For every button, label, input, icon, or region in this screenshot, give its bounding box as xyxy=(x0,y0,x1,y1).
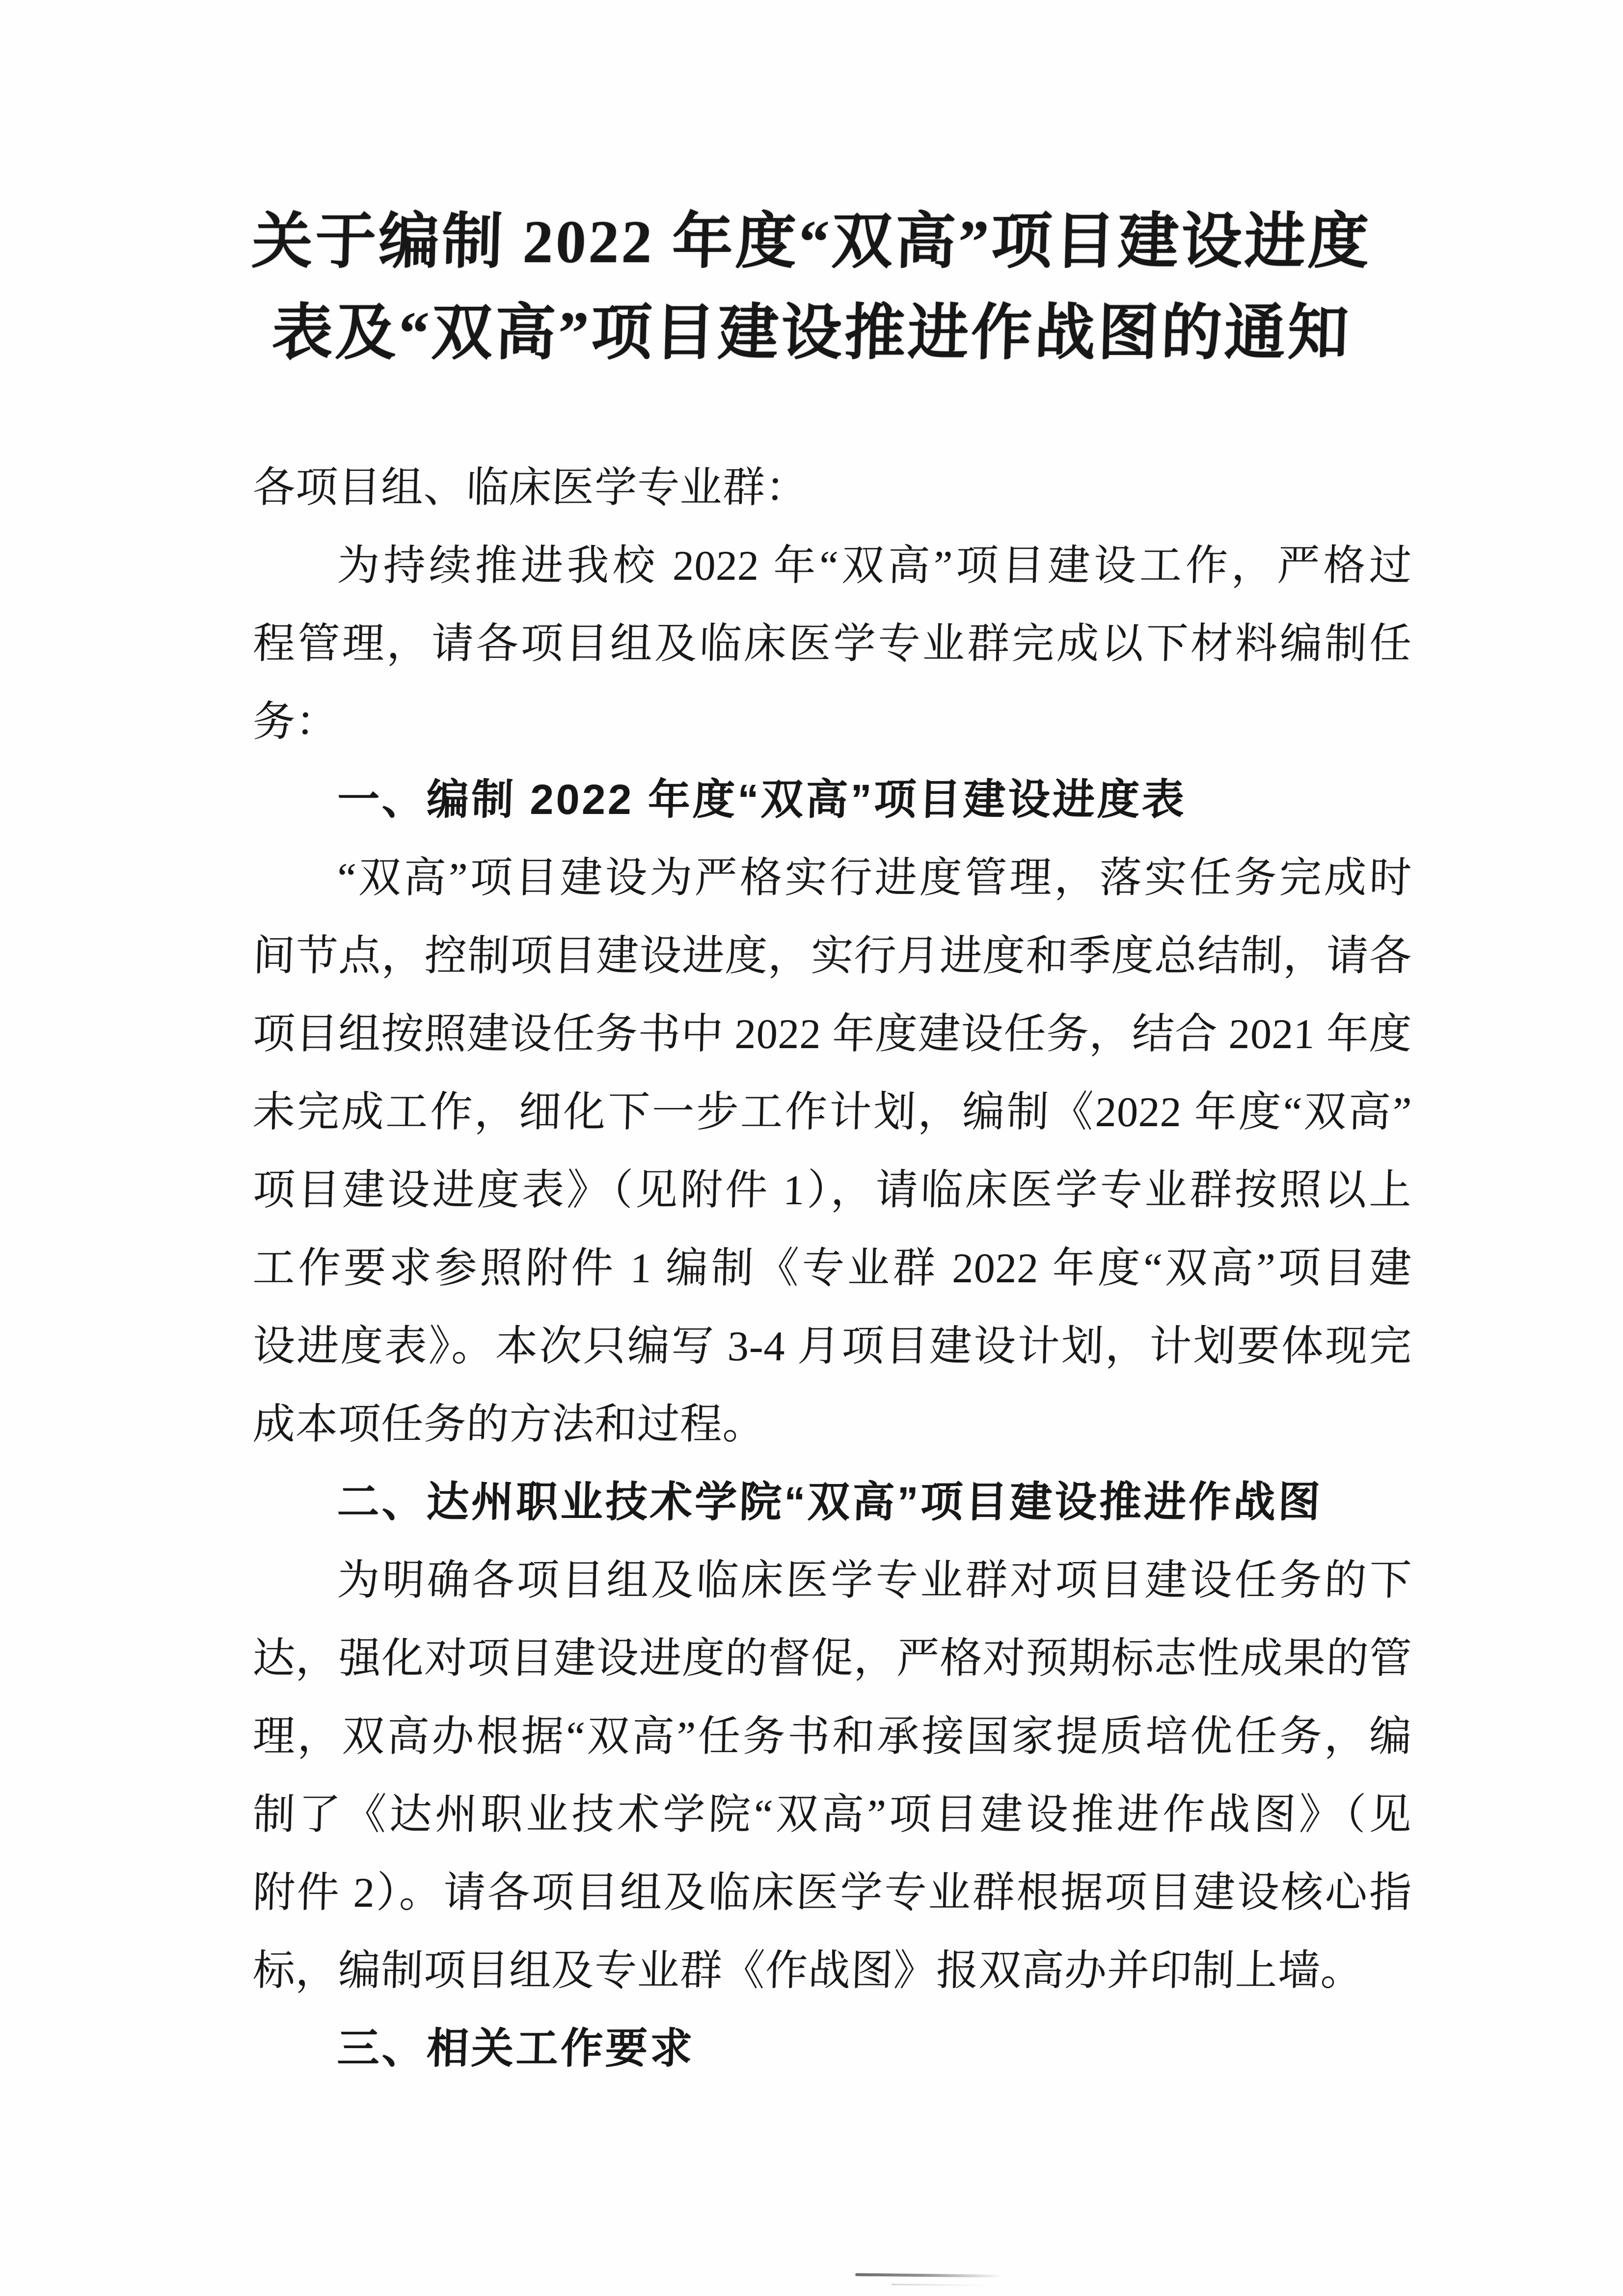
heading-section-1: 一、编制 2022 年度“双高”项目建设进度表 xyxy=(336,776,1188,823)
body-line: 项目组按照建设任务书中 2022 年度建设任务，结合 2021 年度 xyxy=(252,1010,1413,1057)
document-title-line-2: 表及“双高”项目建设推进作战图的通知 xyxy=(271,299,1352,367)
heading-section-3: 三、相关工作要求 xyxy=(336,2025,696,2072)
body-line: 工作要求参照附件 1 编制《专业群 2022 年度“双高”项目建 xyxy=(252,1244,1413,1292)
body-line: 项目建设进度表》（见附件 1），请临床医学专业群按照以上 xyxy=(252,1166,1413,1214)
scan-smudge-artifact xyxy=(855,2273,1002,2277)
document-body xyxy=(253,449,1412,2088)
body-line: 未完成工作，细化下一步工作计划，编制《2022 年度“双高” xyxy=(252,1088,1413,1135)
document-title-line-1: 关于编制 2022 年度“双高”项目建设进度 xyxy=(251,208,1372,275)
document-title xyxy=(0,196,1623,379)
body-line: 成本项任务的方法和过程。 xyxy=(252,1401,766,1448)
heading-section-2: 二、达州职业技术学院“双高”项目建设推进作战图 xyxy=(336,1479,1324,1526)
body-line: 附件 2）。请各项目组及临床医学专业群根据项目建设核心指 xyxy=(252,1869,1413,1916)
salutation-line: 各项目组、临床医学专业群： xyxy=(252,464,809,511)
body-line: 达，强化对项目建设进度的督促，严格对预期标志性成果的管 xyxy=(252,1635,1413,1682)
body-line: 设进度表》。本次只编写 3-4 月项目建设计划，计划要体现完 xyxy=(252,1323,1413,1370)
body-line: “双高”项目建设为严格实行进度管理，落实任务完成时 xyxy=(336,854,1413,901)
body-line: 为持续推进我校 2022 年“双高”项目建设工作，严格过 xyxy=(336,542,1413,589)
body-line: 间节点，控制项目建设进度，实行月进度和季度总结制，请各 xyxy=(252,932,1413,979)
body-line: 理，双高办根据“双高”任务书和承接国家提质培优任务，编 xyxy=(252,1713,1413,1760)
body-line: 标，编制项目组及专业群《作战图》报双高办并印制上墙。 xyxy=(252,1947,1364,1994)
body-line: 制了《达州职业技术学院“双高”项目建设推进作战图》（见 xyxy=(252,1791,1413,1838)
body-line: 为明确各项目组及临床医学专业群对项目建设任务的下 xyxy=(336,1557,1413,1604)
body-line: 程管理，请各项目组及临床医学专业群完成以下材料编制任 xyxy=(252,620,1413,667)
scan-smudge-artifact-faint xyxy=(891,2284,987,2286)
body-line: 务： xyxy=(252,698,339,745)
